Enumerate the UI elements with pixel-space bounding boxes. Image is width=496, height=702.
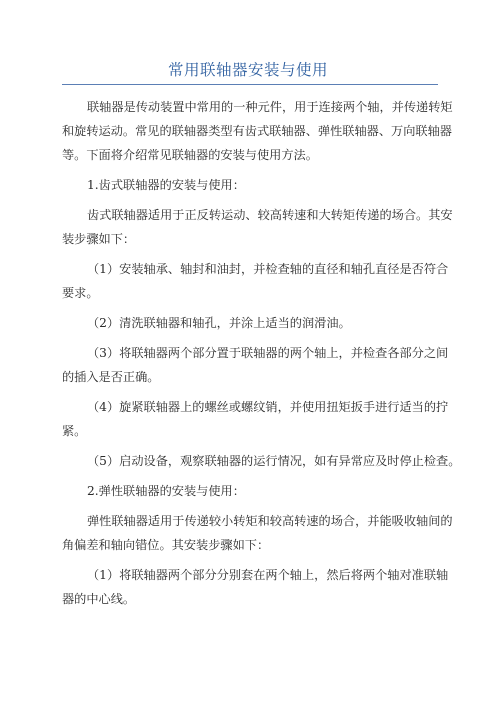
elastic-coupling-desc-line-2: 角偏差和轴向错位。其安装步骤如下：: [62, 538, 270, 552]
intro-line-2: 和旋转运动。常见的联轴器类型有齿式联轴器、弹性联轴器、万向联轴器: [62, 124, 452, 138]
intro-line-1: 联轴器是传动装置中常用的一种元件，用于连接两个轴，并传递转矩: [87, 100, 453, 114]
gear-coupling-desc-line-2: 装步骤如下：: [62, 232, 136, 246]
gear-step-3-line-1: （3）将联轴器两个部分置于联轴器的两个轴上，并检查各部分之间: [87, 346, 449, 360]
gear-step-1-line-2: 要求。: [62, 286, 99, 300]
gear-step-5: （5）启动设备，观察联轴器的运行情况，如有异常应及时停止检查。: [87, 454, 461, 468]
document-title: 常用联轴器安装与使用: [167, 61, 328, 79]
gear-step-4-line-2: 紧。: [62, 424, 87, 438]
gear-step-1-line-1: （1）安装轴承、轴封和油封，并检查轴的直径和轴孔直径是否符合: [87, 262, 449, 276]
section-heading-elastic-coupling: 2.弹性联轴器的安装与使用：: [87, 484, 245, 498]
title-underline: [62, 84, 438, 85]
gear-step-2: （2）清洗联轴器和轴孔，并涂上适当的润滑油。: [87, 316, 351, 330]
gear-step-4-line-1: （4）旋紧联轴器上的螺丝或螺纹销，并使用扭矩扳手进行适当的拧: [87, 400, 449, 414]
gear-step-3-line-2: 的插入是否正确。: [62, 370, 160, 384]
intro-line-3: 等。下面将介绍常见联轴器的安装与使用方法。: [62, 148, 318, 162]
gear-coupling-desc-line-1: 齿式联轴器适用于正反转运动、较高转速和大转矩传递的场合。其安: [87, 208, 453, 222]
section-heading-gear-coupling: 1.齿式联轴器的安装与使用：: [87, 178, 245, 192]
elastic-step-1-line-2: 器的中心线。: [62, 592, 136, 606]
elastic-step-1-line-1: （1）将联轴器两个部分分别套在两个轴上，然后将两个轴对准联轴: [87, 568, 449, 582]
elastic-coupling-desc-line-1: 弹性联轴器适用于传递较小转矩和较高转速的场合，并能吸收轴间的: [87, 514, 453, 528]
